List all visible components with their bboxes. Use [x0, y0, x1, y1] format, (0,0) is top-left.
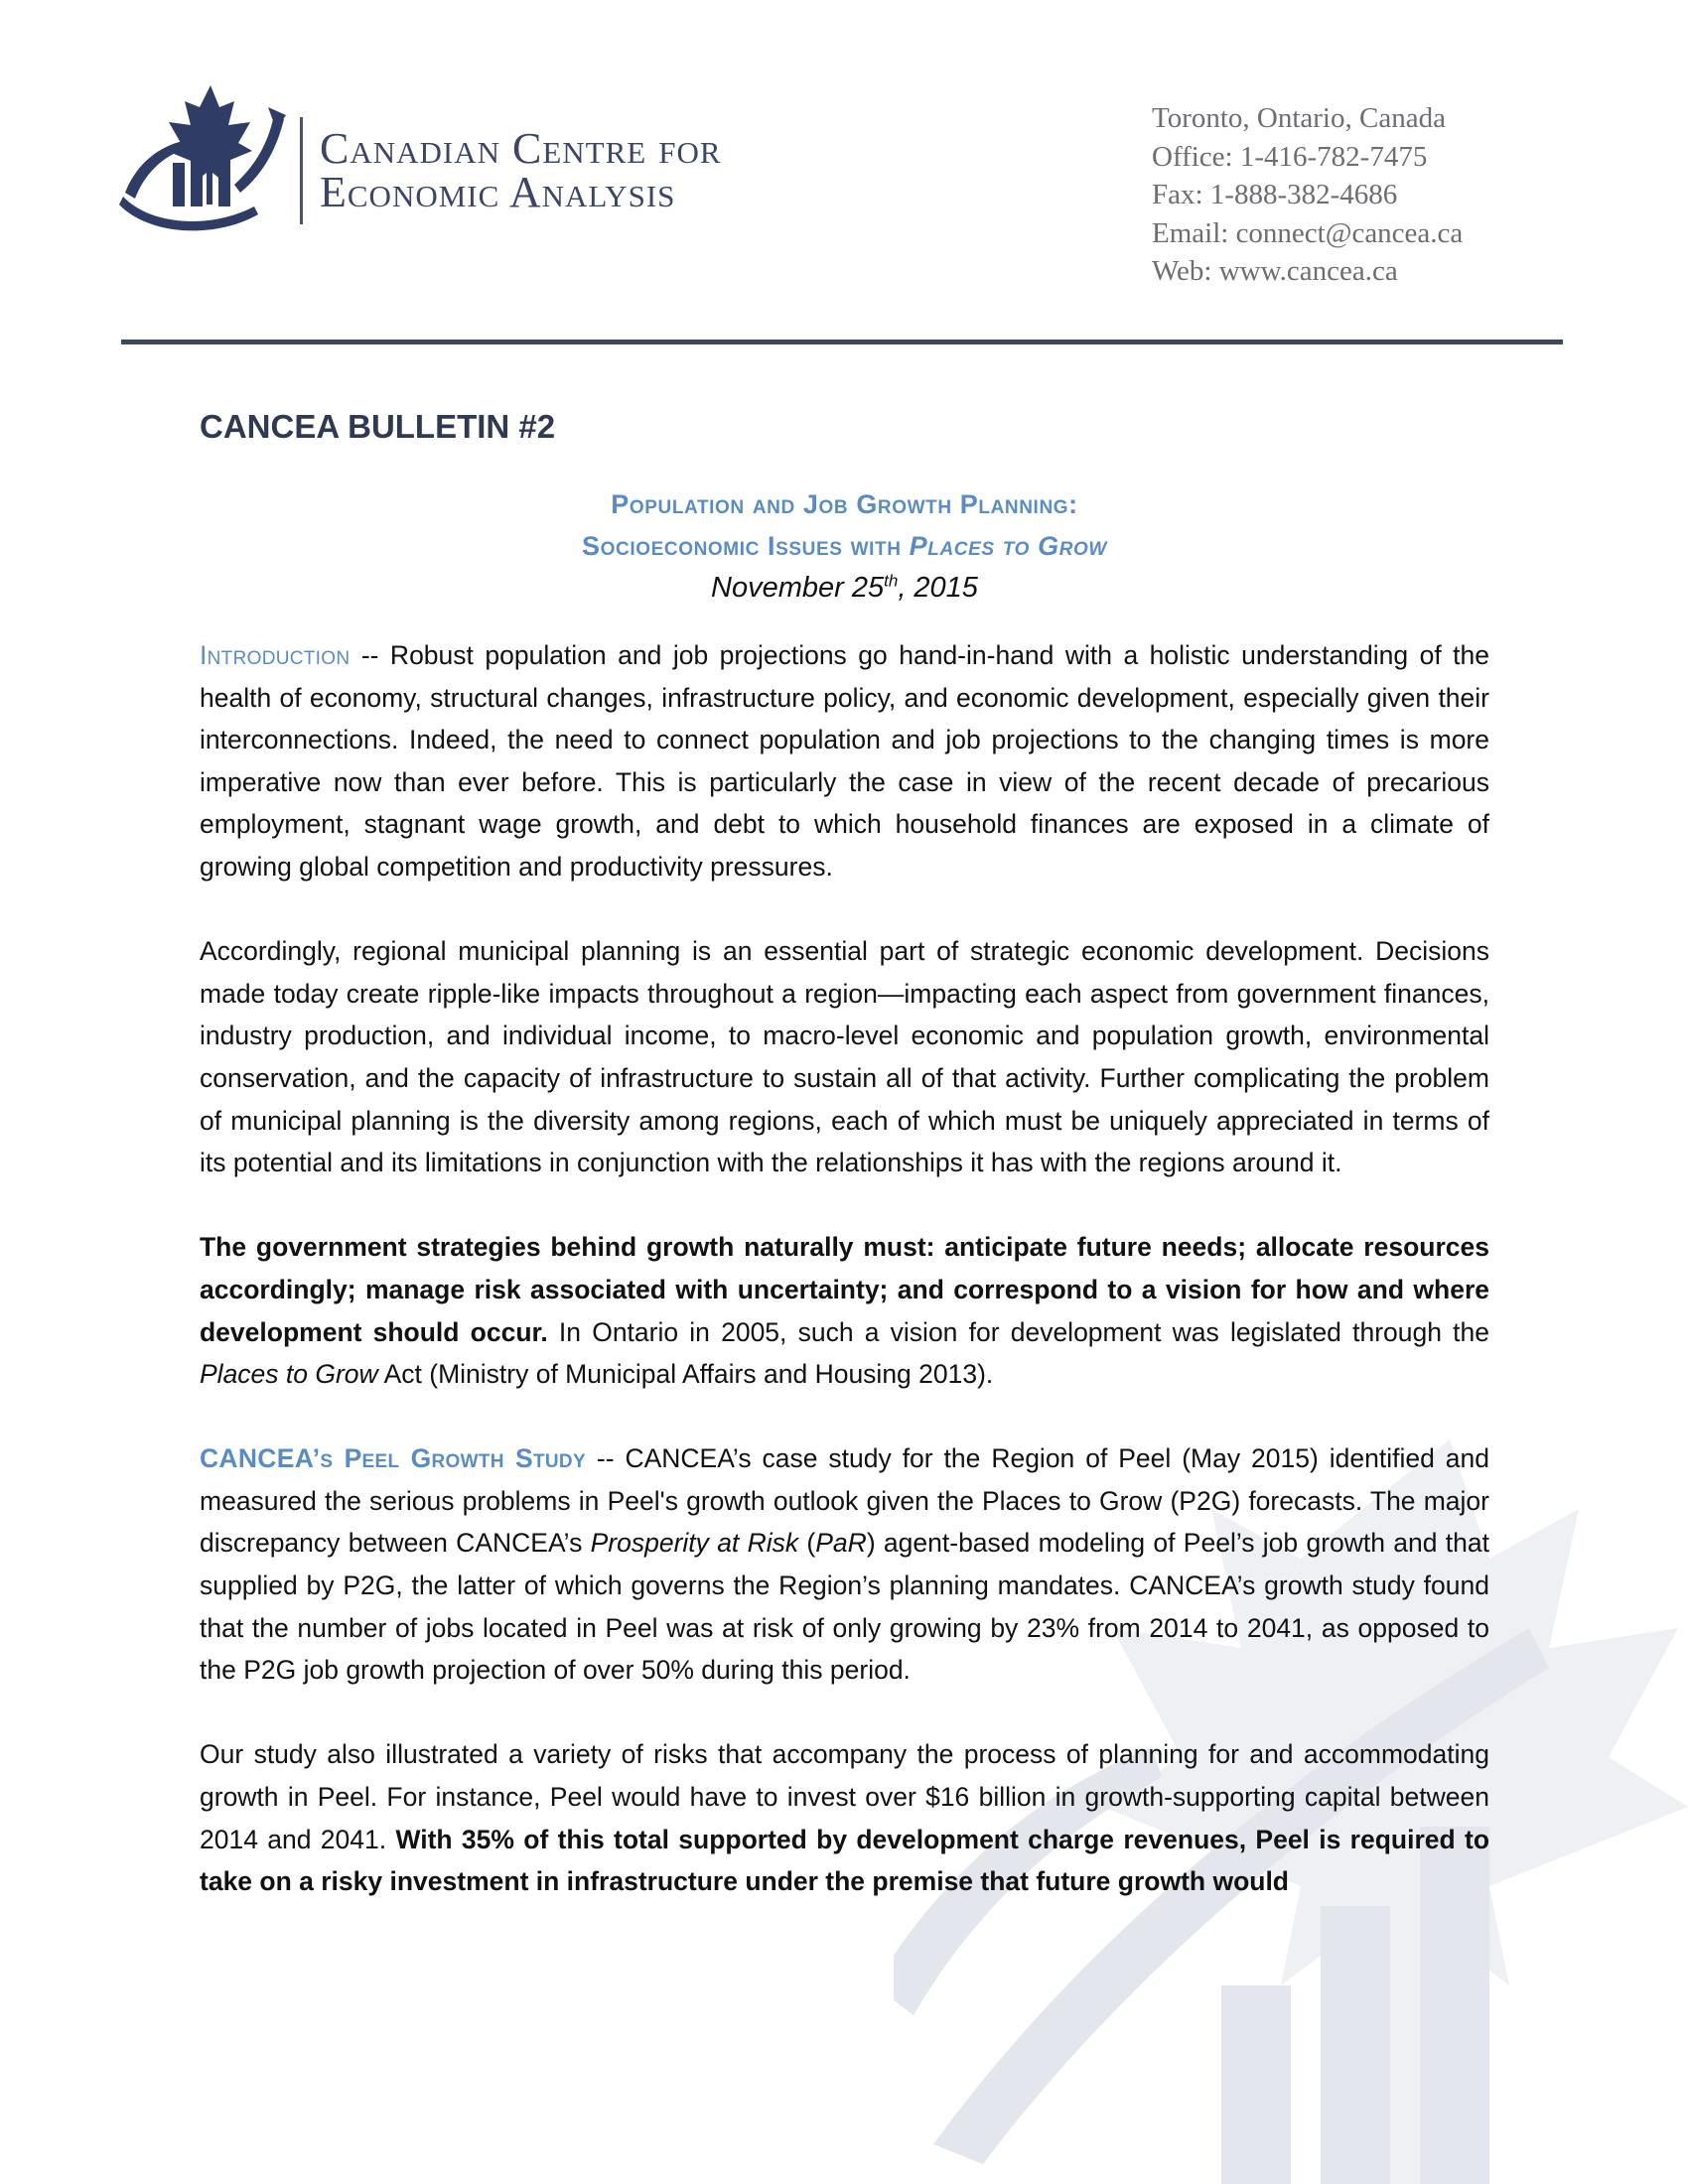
contact-location: Toronto, Ontario, Canada: [1152, 102, 1446, 134]
contact-office: Office: 1-416-782-7475: [1152, 140, 1428, 173]
paragraph-government-strategies: [200, 1226, 1489, 1395]
paragraph-introduction: [200, 634, 1489, 888]
risks-text: Our study also illustrated a variety of risks that accompany the process of planning for and accommodating growth in Peel. For instance, Peel would have to invest over $16 billion in growth-supporting capital between 2014 and 2041.: [200, 1739, 1489, 1854]
paragraph-strategies-end: Act (Ministry of Municipal Affairs and Housing 2013).: [377, 1359, 994, 1390]
section-heading-introduction: Introduction: [200, 640, 351, 670]
document-title-line1: Population and Job Growth Planning:: [611, 489, 1078, 519]
paragraph-strategies-text: In Ontario in 2005, such a vision for development was legislated through the: [547, 1316, 1489, 1347]
document-date: [200, 567, 1489, 609]
document-body: [200, 402, 1489, 1903]
organization-name-line2: Economic Analysis: [320, 168, 676, 216]
peel-text-2: (: [798, 1528, 816, 1559]
date-prefix: November 25: [711, 572, 885, 604]
contact-info: [1152, 99, 1463, 291]
contact-web: Web: www.cancea.ca: [1152, 255, 1398, 287]
document-title-line2: [200, 525, 1489, 567]
risks-bold: With 35% of this total supported by development charge revenues, Peel is required to take on a risky investment in infrastructure under the premise that future growth would: [200, 1824, 1490, 1897]
header-rule: [121, 340, 1563, 344]
contact-email: Email: connect@cancea.ca: [1152, 216, 1464, 249]
paragraph-risks: [200, 1733, 1489, 1902]
paragraph-introduction-text: -- Robust population and job projections go hand-in-hand with a holistic understanding of the health of economy, structural changes, infrastructure policy, and economic development, especially given their interconnections. Indeed, the need to connect population and job projections to the changing times is more imperative now than ever before. This is particularly the case in view of the recent decade of precarious employment, stagnant wage growth, and debt to which household finances are exposed in a climate of growing global competition and productivity pressures.: [200, 640, 1489, 882]
document-title-block: [200, 483, 1489, 609]
logo-divider: [300, 117, 303, 224]
paragraph-peel-growth-study: [200, 1437, 1489, 1692]
peel-text-3: ) agent-based modeling of Peel’s job growth and that supplied by P2G, the latter of which governs the Region’s planning mandates. CANCEA’s growth study found that the number of jobs located in Peel was at risk of only growing by 23% from 2014 to 2041, as opposed to the P2G job growth projection of over 50% during this period.: [200, 1528, 1489, 1686]
date-suffix: , 2015: [898, 572, 978, 604]
contact-fax: Fax: 1-888-382-4686: [1152, 179, 1398, 210]
bulletin-title: CANCEA BULLETIN #2: [200, 408, 556, 445]
organization-name-line1: Canadian Centre for: [320, 124, 722, 173]
peel-italic-2: PaR: [815, 1528, 867, 1559]
section-heading-peel-growth-study: CANCEA’s Peel Growth Study: [200, 1443, 586, 1474]
date-superscript: th: [884, 571, 899, 591]
cancea-logo-icon: [119, 85, 288, 234]
paragraph-strategies-italic: Places to Grow: [200, 1359, 378, 1390]
paragraph-regional-planning: Accordingly, regional municipal planning is an essential part of strategic economic development. Decisions made today create ripple-like impacts throughout a region—impacting each aspect from government finances, industry production, and individual income, to macro-level economic and population growth, environmental conservation, and the capacity of infrastructure to sustain all of that activity. Further complicating the problem of municipal planning is the diversity among regions, each of which must be uniquely appreciated in terms of its potential and its limitations in conjunction with the relationships it has with the regions around it.: [200, 936, 1489, 1178]
peel-italic-1: Prosperity at Risk: [590, 1528, 799, 1559]
title-line2-italic: Places to Grow: [909, 531, 1107, 561]
peel-text-1: -- CANCEA’s case study for the Region of Peel (May 2015) identified and measured the serious problems in Peel's growth outlook given the Places to Grow (P2G) forecasts. The major discrepancy between CANCEA’s: [200, 1443, 1489, 1559]
title-line2-prefix: Socioeconomic Issues with: [582, 531, 910, 561]
paragraph-strategies-bold: The government strategies behind growth naturally must: anticipate future needs; allocate resources accordingly; manage risk associated with uncertainty; and correspond to a vision for how and where development should occur.: [200, 1232, 1489, 1347]
organization-name: [320, 124, 722, 216]
